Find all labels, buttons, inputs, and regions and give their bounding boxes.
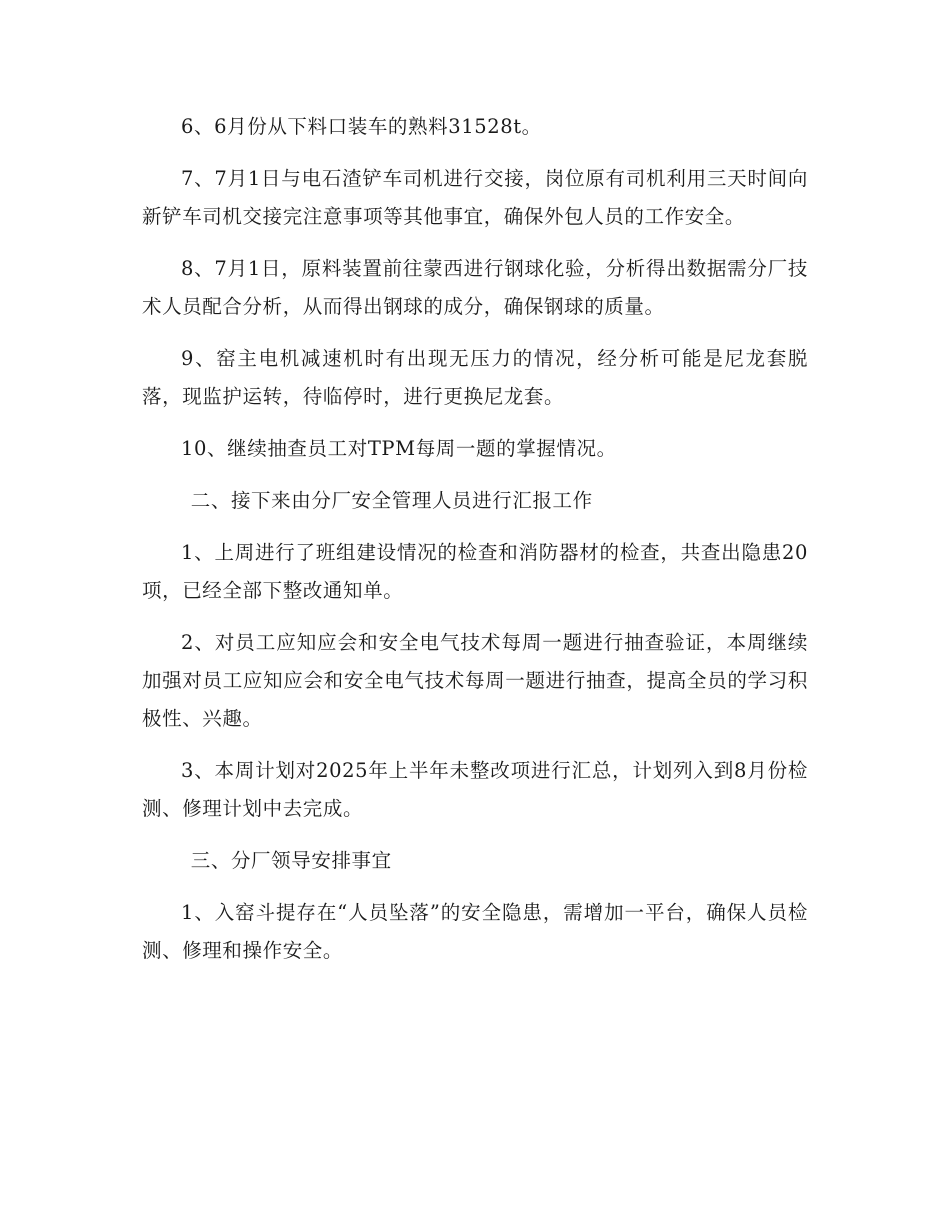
section-heading-3: 三、分厂领导安排事宜 [190, 849, 392, 872]
paragraph-item-8: 8、7月1日，原料装置前往蒙西进行钢球化验，分析得出数据需分厂技术人员配合分析，从而得出钢球的成分，确保钢球的质量。 [142, 257, 808, 318]
paragraph-item-6: 6、6月份从下料口装车的熟料31528t。 [181, 115, 542, 138]
document-body [142, 108, 808, 984]
paragraph-safety-2: 2、对员工应知应会和安全电气技术每周一题进行抽查验证，本周继续加强对员工应知应会和安全电气技术每周一题进行抽查，提高全员的学习积极性、兴趣。 [142, 631, 808, 730]
paragraph-safety-1: 1、上周进行了班组建设情况的检查和消防器材的检查，共查出隐患20项，已经全部下整改通知单。 [142, 541, 808, 602]
paragraph-item-10: 10、继续抽查员工对TPM每周一题的掌握情况。 [181, 437, 617, 460]
paragraph-safety-3: 3、本周计划对2025年上半年未整改项进行汇总，计划列入到8月份检测、修理计划中去完成。 [142, 759, 808, 820]
paragraph-item-7: 7、7月1日与电石渣铲车司机进行交接，岗位原有司机利用三天时间向新铲车司机交接完注意事项等其他事宜，确保外包人员的工作安全。 [142, 167, 808, 228]
paragraph-leader-1: 1、入窑斗提存在“人员坠落”的安全隐患，需增加一平台，确保人员检测、修理和操作安全。 [142, 901, 808, 962]
section-heading-2: 二、接下来由分厂安全管理人员进行汇报工作 [190, 489, 593, 512]
paragraph-item-9: 9、窑主电机减速机时有出现无压力的情况，经分析可能是尼龙套脱落，现监护运转，待临停时，进行更换尼龙套。 [142, 347, 808, 408]
